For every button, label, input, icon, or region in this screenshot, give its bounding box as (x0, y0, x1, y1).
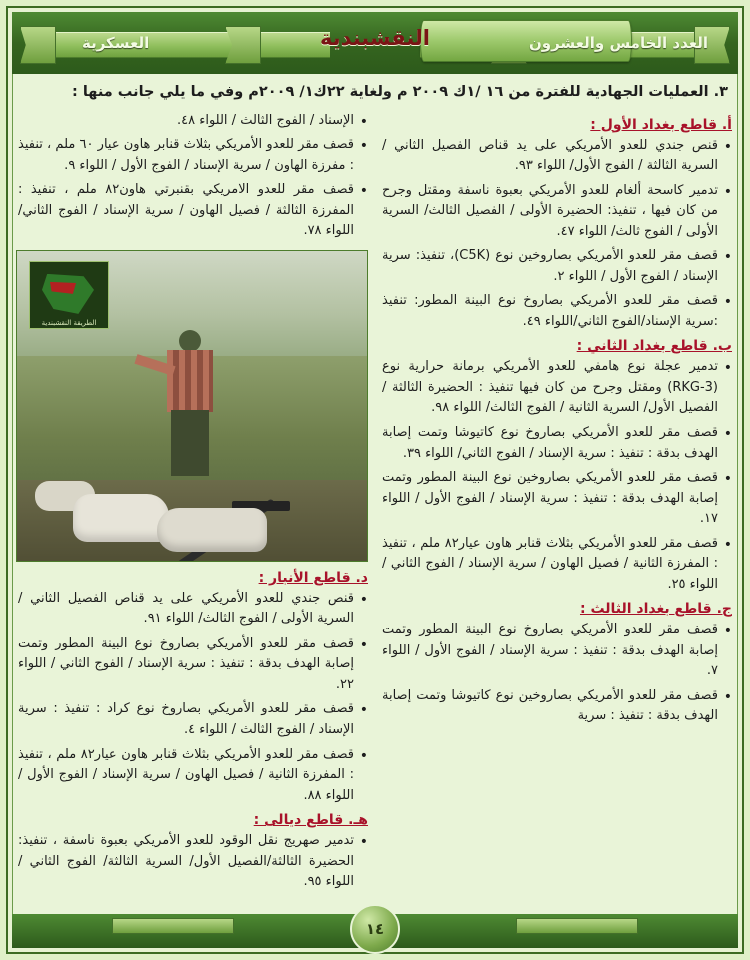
list-item: • تدمير كاسحة ألغام للعدو الأمريكي بعبوة ناسفة ومقتل وجرح من كان فيها ، تنفيذ: الحضيرة الأولى / الفصيل الثالث/ السرية الأولى / الفوج ثالث/ اللواء ٤٧. (382, 181, 732, 243)
list-item: • قصف مقر للعدو الأمريكي بصاروخ نوع كاتيوشا وتمت إصابة الهدف بدقة : تنفيذ : سرية الإسناد / الفوج الثاني/ اللواء ٣٩. (382, 423, 732, 464)
list-item: • الإسناد / الفوج الثالث / اللواء ٤٨. (18, 111, 368, 132)
section-title-diyala: هـ. قاطع ديالى : (253, 812, 368, 829)
figure-torso (167, 350, 213, 412)
lead-paragraph: ٣. العمليات الجهادية للفترة من ١٦ /١ك ٢٠٠٩ م ولغاية ٢٢ك١/ ٢٠٠٩م وفي ما يلي جانب منها : (71, 84, 728, 100)
page-content (18, 80, 732, 912)
issue-number: العدد الخامس والعشرون (528, 34, 708, 52)
organization-logo-overlay (29, 261, 109, 329)
section-list-diyala (18, 831, 368, 893)
list-item: • قنص جندي للعدو الأمريكي على يد قناص الفصيل الثاني / السرية الأولى / الفوج الثالث/ اللواء ٩١. (18, 589, 368, 630)
sandbag-left (73, 494, 169, 542)
list-item: • قصف مقر للعدو الأمريكي بصاروخ نوع البينة المطور وتمت إصابة الهدف بدقة : تنفيذ : سرية الإسناد / الفوج الثاني / اللواء ٢٢. (18, 634, 368, 696)
section-list-continuation (18, 111, 368, 242)
sandbag-right (157, 508, 267, 552)
section-list-baghdad-1 (382, 136, 732, 333)
section-title-baghdad-3: ج. قاطع بغداد الثالث : (579, 601, 732, 618)
list-item: • قنص جندي للعدو الأمريكي على يد قناص الفصيل الثاني / السرية الثالثة / الفوج الأول/ اللواء ٩٣. (382, 136, 732, 177)
list-item: • تدمير عجلة نوع هامفي للعدو الأمريكي برمانة حرارية نوع (RKG-3) ومقتل وجرح من كان فيها تنفيذ : الحضيرة الثالثة / الفصيل الأول/ السرية الثانية / الفوج الثالث/ اللواء ٩٨. (382, 357, 732, 419)
list-item: • قصف مقر للعدو الأمريكي بصاروخين نوع (C5K)، تنفيذ: سرية الإسناد / الفوج الأول / اللواء ٢. (382, 246, 732, 287)
figure-head (179, 330, 201, 352)
list-item: • قصف مقر للعدو الأمريكي بثلاث قنابر هاون عيار٨٢ ملم ، تنفيذ : المفرزة الثانية / فصيل الهاون / سرية الإسناد / الفوج الأول / اللواء ٨٨. (18, 745, 368, 807)
list-item: • قصف مقر للعدو الأمريكي بصاروخ نوع البينة المطور وتمت إصابة الهدف بدقة : تنفيذ : سرية الإسناد / الفوج الأول / اللواء ٧. (382, 620, 732, 682)
list-item: • قصف مقر للعدو الأمريكي بصاروخ نوع كراد : تنفيذ : سرية الإسناد / الفوج الثالث / اللواء ٤. (18, 699, 368, 740)
ribbon-tail-left (20, 26, 56, 64)
column-left (18, 111, 368, 909)
fighter-figure (153, 330, 227, 480)
list-item: • قصف مقر للعدو الامريكي بقنبرتي هاون٨٢ ملم ، تنفيذ : المفرزة الثالثة / فصيل الهاون / سرية الإسناد / الفوج الثاني/ اللواء ٧٨. (18, 180, 368, 242)
mortar-crew-photo (16, 250, 368, 562)
section-title-baghdad-1: أ. قاطع بغداد الأول : (590, 116, 732, 133)
section-label-military: العسكرية (82, 34, 150, 52)
column-right (382, 111, 732, 909)
list-item: • قصف مقر للعدو الأمريكي بثلاث قنابر هاون عيار ٦٠ ملم ، تنفيذ : مفرزة الهاون / سرية الإسناد / الفوج الأول / اللواء ٩. (18, 135, 368, 176)
footer-ornament-right (516, 918, 638, 934)
section-list-baghdad-3 (382, 620, 732, 727)
section-title-baghdad-2: ب. قاطع بغداد الثاني : (576, 338, 732, 355)
list-item: • قصف مقر للعدو الأمريكي بصاروخين نوع البينة المطور وتمت إصابة الهدف بدقة : تنفيذ : سرية الإسناد / الفوج الأول / اللواء ١٧. (382, 468, 732, 530)
page-header (12, 12, 738, 74)
section-title-anbar: د. قاطع الأنبار : (258, 569, 368, 586)
list-item: • قصف مقر للعدو الأمريكي بصاروخين نوع كاتيوشا وتمت إصابة الهدف بدقة : تنفيذ : سرية (382, 686, 732, 727)
figure-legs (171, 410, 209, 476)
two-column-body (18, 111, 732, 909)
magazine-title: النقشبندية (319, 26, 431, 50)
logo-shape (42, 274, 94, 314)
section-list-anbar (18, 589, 368, 806)
logo-caption: الطريقة النقشبندية (41, 319, 97, 328)
page-number-badge: ١٤ (350, 904, 400, 954)
list-item: • تدمير صهريج نقل الوقود للعدو الأمريكي بعبوة ناسفة ، تنفيذ: الحضيرة الثالثة/الفصيل الأول/ السرية الثالثة/ الفوج الثاني / اللواء ٩٥. (18, 831, 368, 893)
list-item: • قصف مقر للعدو الأمريكي بصاروخ نوع البينة المطور: تنفيذ :سرية الإسناد/الفوج الثاني/اللواء ٤٩. (382, 291, 732, 332)
section-list-baghdad-2 (382, 357, 732, 595)
list-item: • قصف مقر للعدو الأمريكي بثلاث قنابر هاون عيار٨٢ ملم ، تنفيذ : المفرزة الثانية / فصيل الهاون / سرية الإسناد / الفوج الثاني / اللواء ٢٥. (382, 534, 732, 596)
footer-ornament-left (112, 918, 234, 934)
